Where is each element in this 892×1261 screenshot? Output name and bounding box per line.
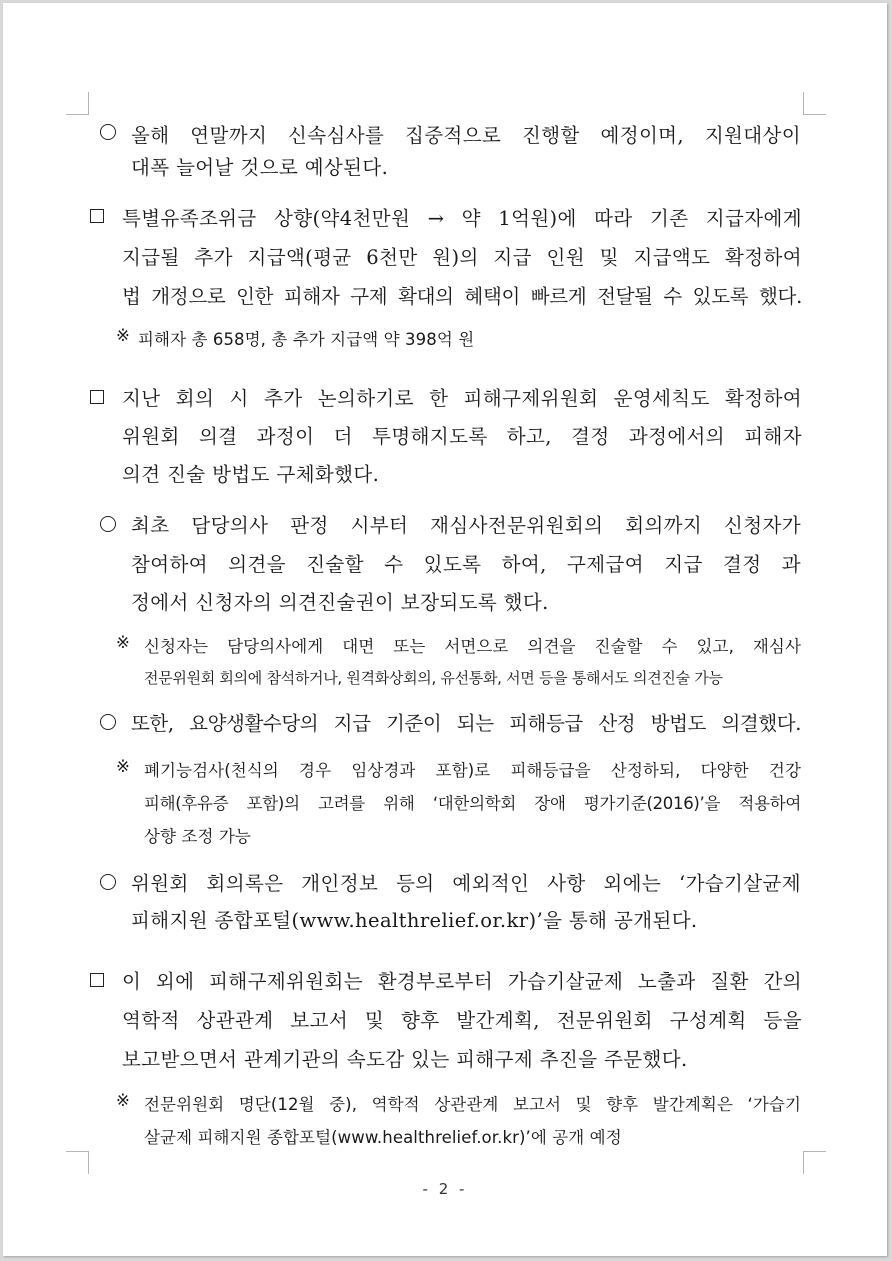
text-line: 지난 회의 시 추가 논의하기로 한 피해구제위원회 운영세칙도 확정하여 — [122, 387, 802, 410]
crop-mark-top-left — [66, 92, 89, 115]
text-line: 대폭 늘어날 것으로 예상된다. — [131, 156, 389, 179]
text-line: 최초 담당의사 판정 시부터 재심사전문위원회의 회의까지 신청자가 — [131, 514, 801, 537]
crop-mark-bottom-right — [803, 1151, 826, 1174]
note-mark: ※ — [116, 326, 130, 345]
note-line: 신청자는 담당의사에게 대면 또는 서면으로 의견을 진술할 수 있고, 재심사 — [144, 637, 801, 656]
page-number: - 2 - — [422, 1180, 468, 1198]
text-line: 법 개정으로 인한 피해자 구제 확대의 혜택이 빠르게 전달될 수 있도록 했다. — [122, 285, 802, 308]
crop-mark-top-right — [803, 92, 826, 115]
circle-bullet-icon — [100, 874, 116, 890]
text-line: 정에서 신청자의 의견진술권이 보장되도록 했다. — [131, 591, 549, 614]
text-line: 지급될 추가 지급액(평균 6천만 원)의 지급 인원 및 지급액도 확정하여 — [122, 246, 802, 269]
square-bullet-icon — [90, 390, 104, 404]
note-line: 전문위원회 회의에 참석하거나, 원격화상회의, 유선통화, 서면 등을 통해서도 의견진술 가능 — [144, 669, 723, 687]
note-line: 피해(후유증 포함)의 고려를 위해 ‘대한의학회 장애 평가기준(2016)’을 적용하여 — [144, 794, 801, 813]
text-line: 의견 진술 방법도 구체화했다. — [122, 463, 380, 486]
circle-bullet-icon — [100, 516, 116, 532]
note-line: 살균제 피해지원 종합포털(www.healthrelief.or.kr)’에 공개 예정 — [144, 1128, 622, 1147]
note-line: 폐기능검사(천식의 경우 임상경과 포함)로 피해등급을 산정하되, 다양한 건강 — [144, 761, 801, 780]
text-line: 또한, 요양생활수당의 지급 기준이 되는 피해등급 산정 방법도 의결했다. — [131, 712, 801, 735]
text-line: 위원회 의결 과정이 더 투명해지도록 하고, 결정 과정에서의 피해자 — [122, 425, 802, 448]
circle-bullet-icon — [100, 124, 116, 140]
note-mark: ※ — [116, 633, 130, 652]
text-line: 올해 연말까지 신속심사를 집중적으로 진행할 예정이며, 지원대상이 — [131, 124, 801, 147]
square-bullet-icon — [90, 209, 104, 223]
note-mark: ※ — [116, 757, 130, 776]
text-line: 참여하여 의견을 진술할 수 있도록 하여, 구제급여 지급 결정 과 — [131, 553, 801, 576]
crop-mark-bottom-left — [66, 1151, 89, 1174]
note-mark: ※ — [116, 1091, 130, 1110]
text-line: 피해지원 종합포털(www.healthrelief.or.kr)’을 통해 공개된다. — [131, 909, 698, 932]
note-line: 피해자 총 658명, 총 추가 지급액 약 398억 원 — [138, 330, 475, 349]
text-line: 보고받으면서 관계기관의 속도감 있는 피해구제 추진을 주문했다. — [122, 1048, 688, 1071]
note-line: 전문위원회 명단(12월 중), 역학적 상관관계 보고서 및 향후 발간계획은 ‘가습기 — [144, 1095, 801, 1114]
text-line: 역학적 상관관계 보고서 및 향후 발간계획, 전문위원회 구성계획 등을 — [122, 1009, 802, 1032]
text-line: 위원회 회의록은 개인정보 등의 예외적인 사항 외에는 ‘가습기살균제 — [131, 872, 801, 895]
text-line: 특별유족조위금 상향(약4천만원 → 약 1억원)에 따라 기존 지급자에게 — [122, 207, 802, 230]
note-line: 상향 조정 가능 — [144, 827, 251, 846]
square-bullet-icon — [90, 973, 104, 987]
circle-bullet-icon — [100, 714, 116, 730]
document-page — [3, 3, 887, 1256]
text-line: 이 외에 피해구제위원회는 환경부로부터 가습기살균제 노출과 질환 간의 — [122, 970, 802, 993]
